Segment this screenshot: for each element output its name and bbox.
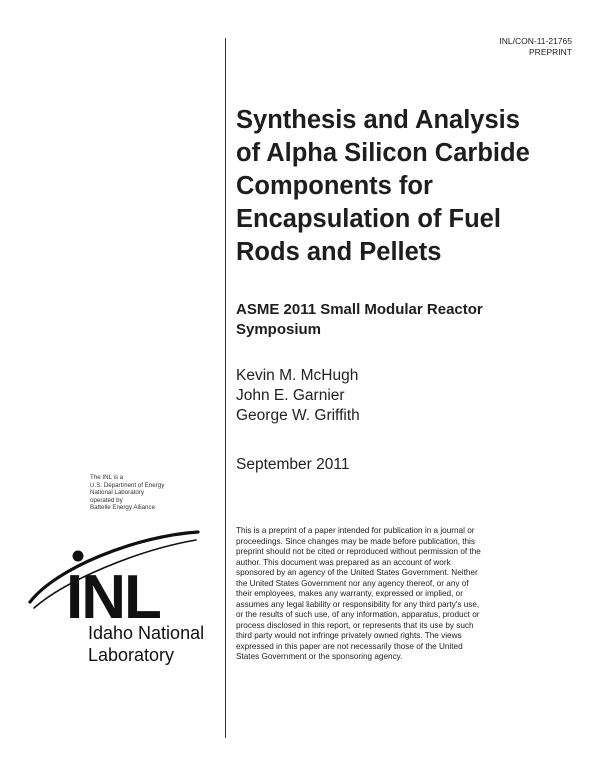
lab-name-line: Laboratory [88, 645, 175, 665]
publication-date: September 2011 [236, 456, 350, 473]
operator-line: The INL is a [90, 474, 124, 481]
disclaimer-line: proceedings. Since changes may be made before publication, this [236, 536, 475, 546]
author-name: Kevin M. McHugh [236, 367, 359, 384]
operator-statement [90, 474, 164, 512]
operator-line: Battelle Energy Alliance [90, 504, 156, 512]
subtitle-line: ASME 2011 Small Modular Reactor [236, 301, 483, 318]
lab-name-line: Idaho National [88, 623, 205, 643]
title-line: Components for [236, 172, 433, 200]
report-status: PREPRINT [529, 47, 572, 57]
disclaimer-line: their employees, makes any warranty, expressed or implied, or [236, 589, 463, 598]
disclaimer-text [236, 526, 556, 663]
title-line: Rods and Pellets [236, 238, 442, 266]
title-line: of Alpha Silicon Carbide [236, 139, 530, 167]
lab-name [88, 622, 204, 666]
disclaimer-line: author. This document was prepared as an account of work [236, 557, 451, 567]
disclaimer-line: This is a preprint of a paper intended for publication in a journal or [236, 526, 475, 535]
operator-line: operated by [90, 496, 123, 504]
disclaimer-line: third party would not infringe privately owned rights. The views [236, 631, 462, 640]
operator-line: U.S. Department of Energy [90, 481, 165, 489]
operator-line: National Laboratory [90, 489, 145, 497]
author-name: John E. Garnier [236, 387, 345, 404]
report-number-block [499, 36, 572, 58]
disclaimer-line: sponsored by an agency of the United States Government. Neither [236, 568, 478, 577]
disclaimer-line: expressed in this paper are not necessarily those of the United [236, 641, 463, 651]
inl-logo-icon [26, 528, 202, 622]
title-line: Synthesis and Analysis [236, 106, 520, 134]
author-list [236, 366, 360, 426]
conference-name [236, 300, 566, 340]
document-title [236, 104, 576, 269]
author-name: George W. Griffith [236, 407, 360, 424]
logo-letters: INL [66, 563, 160, 622]
disclaimer-line: States Government or the sponsoring agency. [236, 652, 403, 661]
disclaimer-line: assumes any legal liability or responsibility for any third party's use, [236, 599, 480, 609]
vertical-divider [225, 38, 226, 738]
disclaimer-line: the United States Government nor any agency thereof, or any of [236, 578, 469, 588]
title-line: Encapsulation of Fuel [236, 205, 501, 233]
disclaimer-line: or the results of such use, of any information, apparatus, product or [236, 610, 480, 619]
report-number: INL/CON-11-21765 [499, 36, 572, 46]
disclaimer-line: process disclosed in this report, or represents that its use by such [236, 620, 474, 630]
disclaimer-line: preprint should not be cited or reproduced without permission of the [236, 547, 481, 556]
subtitle-line: Symposium [236, 321, 322, 338]
